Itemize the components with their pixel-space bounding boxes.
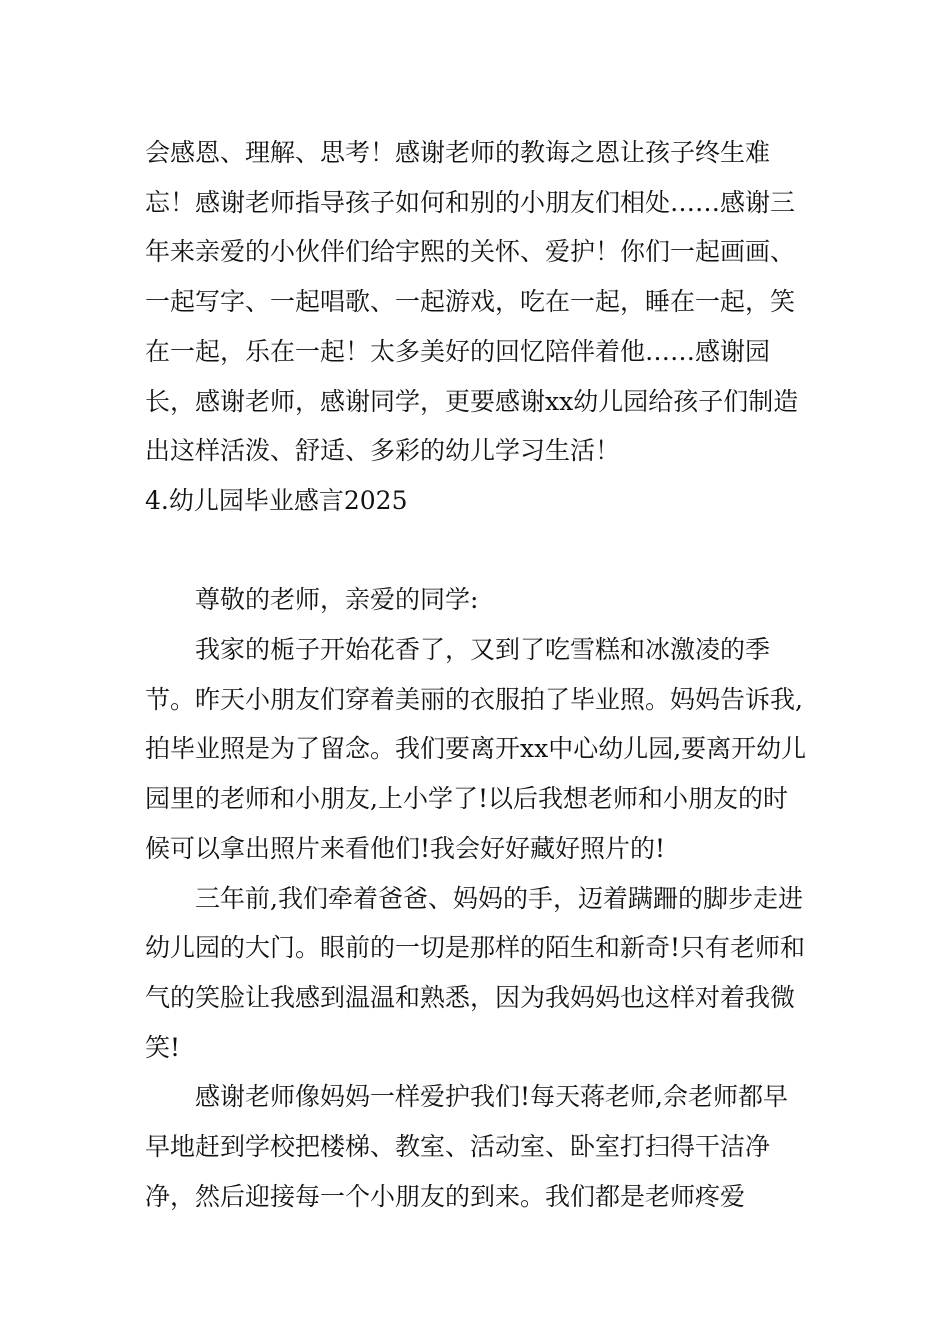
body-paragraph: 感谢老师像妈妈一样爱护我们!每天蒋老师,佘老师都早早地赶到学校把楼梯、教室、活动室、卧室打扫得干洁净净，然后迎接每一个小朋友的到来。我们都是老师疼爱 <box>145 1082 788 1211</box>
document-page <box>145 128 810 1221</box>
continued-paragraph: 会感恩、理解、思考！感谢老师的教诲之恩让孩子终生难忘！感谢老师指导孩子如何和别的小朋友们相处……感谢三年来亲爱的小伙伴们给宇熙的关怀、爱护！你们一起画画、一起写字、一起唱歌、一起游戏，吃在一起，睡在一起，笑在一起，乐在一起！太多美好的回忆陪伴着他……感谢园长，感谢老师，感谢同学，更要感谢xx幼儿园给孩子们制造出这样活泼、舒适、多彩的幼儿学习生活！ <box>145 138 799 466</box>
salutation: 尊敬的老师，亲爱的同学: <box>195 585 479 615</box>
body-paragraph: 三年前,我们牵着爸爸、妈妈的手，迈着蹒跚的脚步走进幼儿园的大门。眼前的一切是那样的陌生和新奇!只有老师和气的笑脸让我感到温温和熟悉，因为我妈妈也这样对着我微笑! <box>145 883 806 1062</box>
blank-line <box>145 526 810 576</box>
section-heading: 4.幼儿园毕业感言2025 <box>145 485 408 515</box>
body-paragraph: 我家的栀子开始花香了，又到了吃雪糕和冰激凌的季节。昨天小朋友们穿着美丽的衣服拍了毕业照。妈妈告诉我,拍毕业照是为了留念。我们要离开xx中心幼儿园,要离开幼儿园里的老师和小朋友,上小学了!以后我想老师和小朋友的时候可以拿出照片来看他们!我会好好藏好照片的! <box>145 635 807 863</box>
